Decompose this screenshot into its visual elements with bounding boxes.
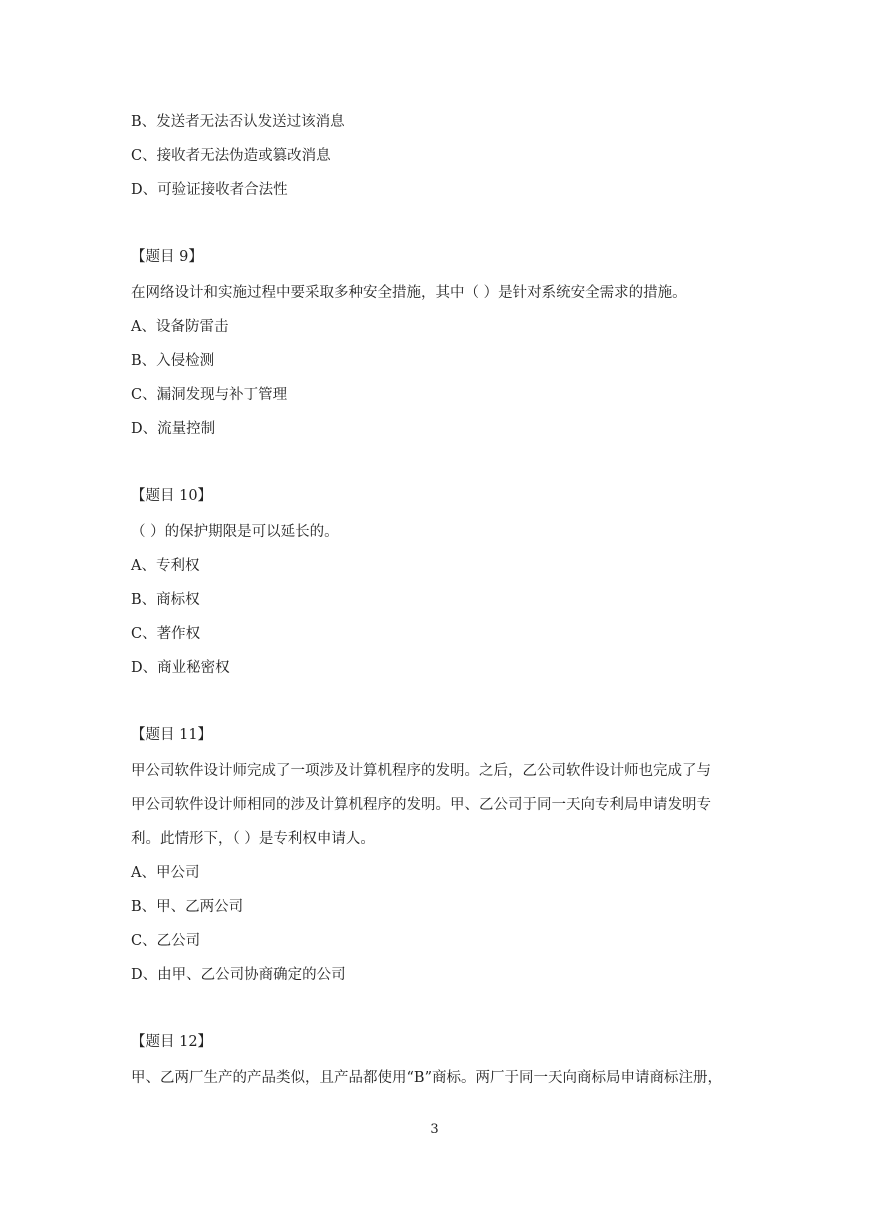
q11-stem-line-1: 甲公司软件设计师完成了一项涉及计算机程序的发明。之后，乙公司软件设计师也完成了与 xyxy=(131,763,711,779)
q12-stem-line-1: 甲、乙两厂生产的产品类似，且产品都使用“B”商标。两厂于同一天向商标局申请商标注册， xyxy=(131,1070,722,1086)
q9-option-b: B、入侵检测 xyxy=(131,353,215,369)
q10-option-b: B、商标权 xyxy=(131,592,200,608)
q9-option-c: C、漏洞发现与补丁管理 xyxy=(131,387,288,403)
q8-option-d: D、可验证接收者合法性 xyxy=(131,182,288,198)
q8-option-c: C、接收者无法伪造或篡改消息 xyxy=(131,148,331,164)
q10-option-d: D、商业秘密权 xyxy=(131,660,230,676)
q11-stem-line-3: 利。此情形下，（ ）是专利权申请人。 xyxy=(131,831,375,847)
q10-heading: 【题目 10】 xyxy=(131,488,213,504)
q11-option-a: A、甲公司 xyxy=(131,865,200,881)
q10-option-a: A、专利权 xyxy=(131,558,200,574)
q10-stem: （ ）的保护期限是可以延长的。 xyxy=(131,524,339,540)
q9-stem: 在网络设计和实施过程中要采取多种安全措施，其中（ ）是针对系统安全需求的措施。 xyxy=(131,285,687,301)
q11-option-d: D、由甲、乙公司协商确定的公司 xyxy=(131,967,346,983)
q11-stem-line-2: 甲公司软件设计师相同的涉及计算机程序的发明。甲、乙公司于同一天向专利局申请发明专 xyxy=(131,797,711,813)
q11-heading: 【题目 11】 xyxy=(131,727,213,743)
q9-option-a: A、设备防雷击 xyxy=(131,319,229,335)
q9-option-d: D、流量控制 xyxy=(131,421,216,437)
q11-option-c: C、乙公司 xyxy=(131,933,201,949)
q9-heading: 【题目 9】 xyxy=(131,249,203,265)
q12-heading: 【题目 12】 xyxy=(131,1034,213,1050)
q11-option-b: B、甲、乙两公司 xyxy=(131,899,244,915)
page-number: 3 xyxy=(430,1122,439,1137)
q10-option-c: C、著作权 xyxy=(131,626,201,642)
q8-option-b: B、发送者无法否认发送过该消息 xyxy=(131,114,345,130)
